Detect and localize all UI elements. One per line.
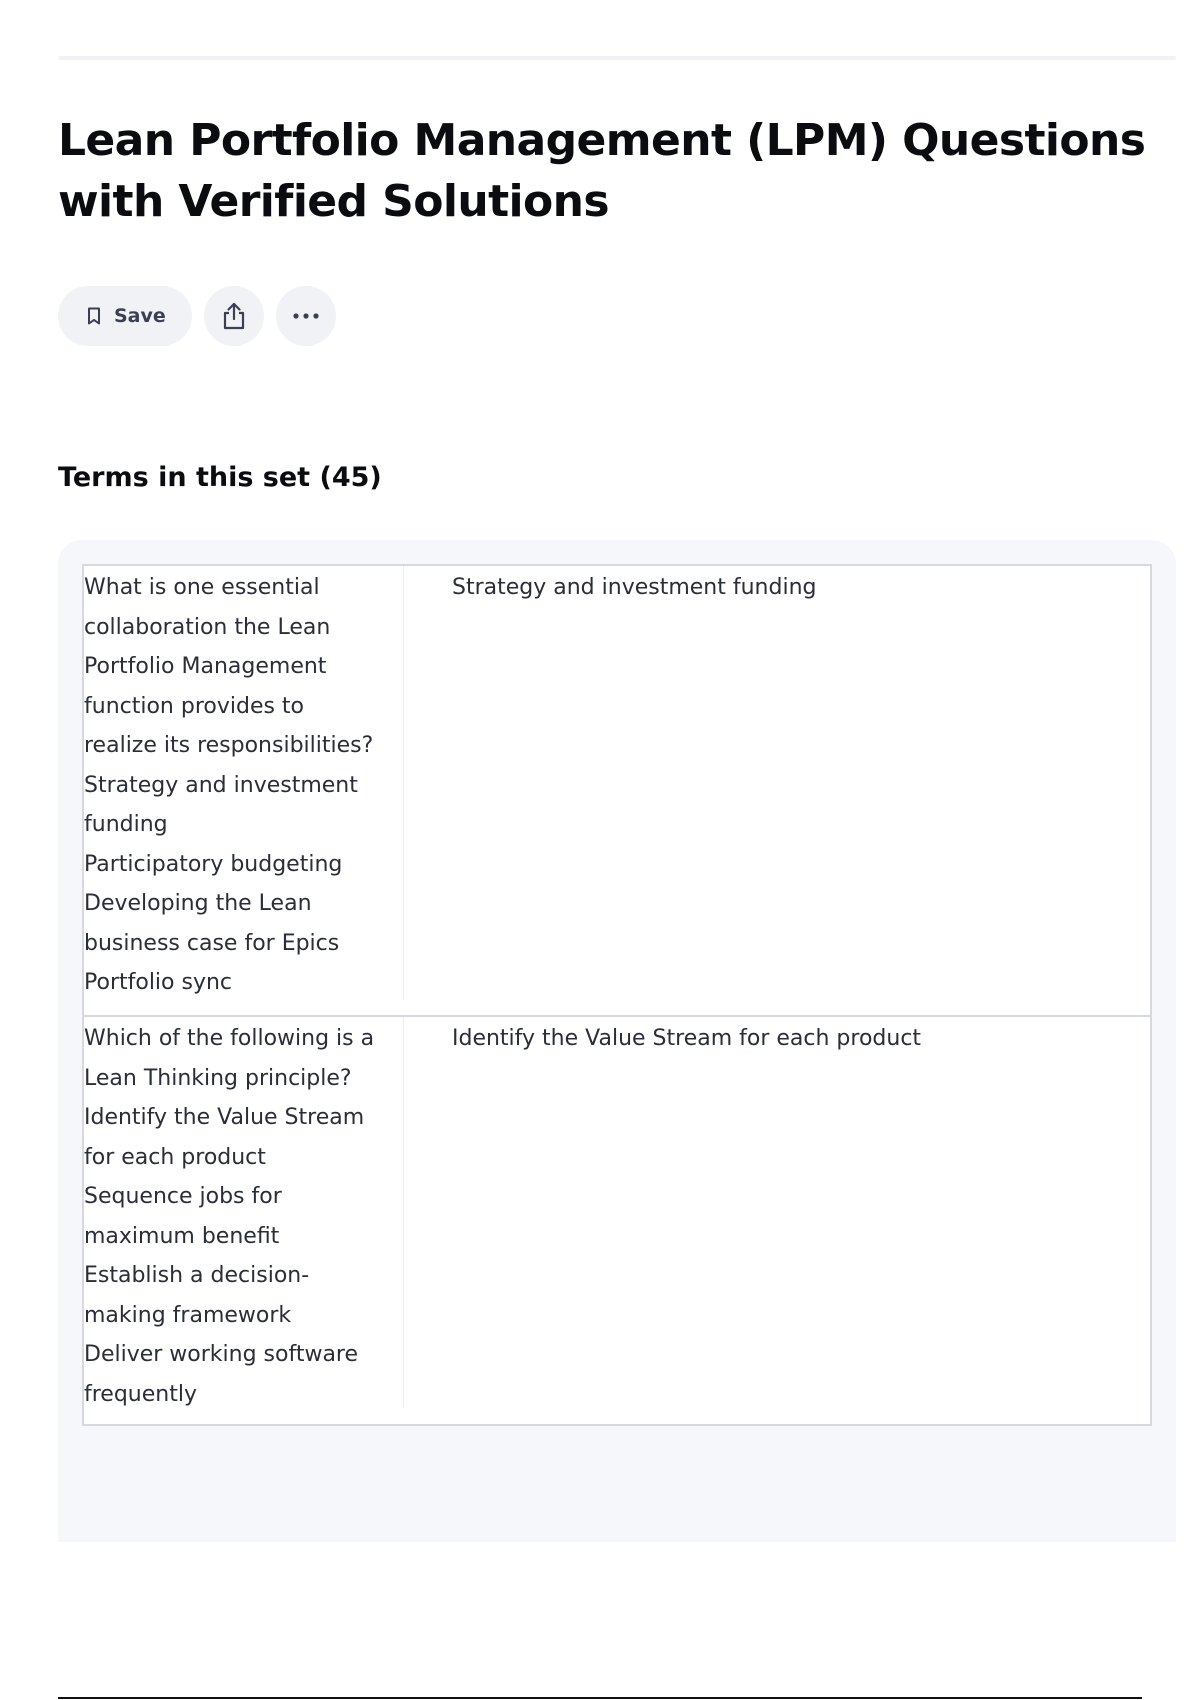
page-title: Lean Portfolio Management (LPM) Questions with Verified Solutions: [58, 115, 1146, 227]
term-cell: [84, 566, 404, 999]
terms-panel: [58, 540, 1176, 1542]
term-text-line: frequently: [84, 1381, 197, 1407]
top-divider: [58, 56, 1176, 60]
term-row: [84, 1015, 1150, 1424]
term-text-line: business case for Epics: [84, 930, 340, 956]
save-label: Save: [114, 305, 166, 327]
terms-heading: Terms in this set (45): [58, 462, 382, 493]
term-text-line: Developing the Lean: [84, 891, 312, 916]
bottom-divider: [58, 1697, 1142, 1699]
save-button[interactable]: [58, 286, 192, 346]
term-text-line: collaboration the Lean: [84, 614, 331, 640]
term-text-line: Deliver working software: [84, 1342, 359, 1367]
term-text-line: for each product: [84, 1144, 266, 1170]
term-text-line: Strategy and investment: [84, 772, 358, 798]
term-text-line: funding: [84, 812, 168, 837]
term-text-line: Portfolio sync: [84, 970, 233, 995]
term-text-line: Establish a decision-: [84, 1263, 310, 1288]
definition-cell: Identify the Value Stream for each product: [452, 1026, 922, 1051]
term-text-line: Participatory budgeting: [84, 851, 343, 877]
term-text-line: Which of the following is a: [84, 1026, 375, 1051]
term-text-line: maximum benefit: [84, 1223, 280, 1249]
action-bar: [58, 286, 336, 346]
term-text-line: Lean Thinking principle?: [84, 1065, 352, 1091]
term-text-line: function provides to: [84, 693, 305, 719]
term-text-line: making framework: [84, 1302, 292, 1328]
terms-table: [82, 564, 1152, 1426]
term-text-line: realize its responsibilities?: [84, 733, 374, 758]
term-text-line: Portfolio Management: [84, 654, 327, 679]
term-text-line: Identify the Value Stream: [84, 1105, 365, 1130]
term-text-line: Sequence jobs for: [84, 1184, 282, 1209]
share-icon: [220, 301, 248, 331]
share-button[interactable]: [204, 286, 264, 346]
term-cell: [84, 1017, 404, 1408]
more-options-button[interactable]: [276, 286, 336, 346]
term-text-line: What is one essential: [84, 575, 320, 600]
term-row: [84, 566, 1150, 1015]
bookmark-icon: [86, 306, 102, 326]
more-icon: [291, 312, 321, 320]
definition-cell: Strategy and investment funding: [452, 575, 817, 600]
